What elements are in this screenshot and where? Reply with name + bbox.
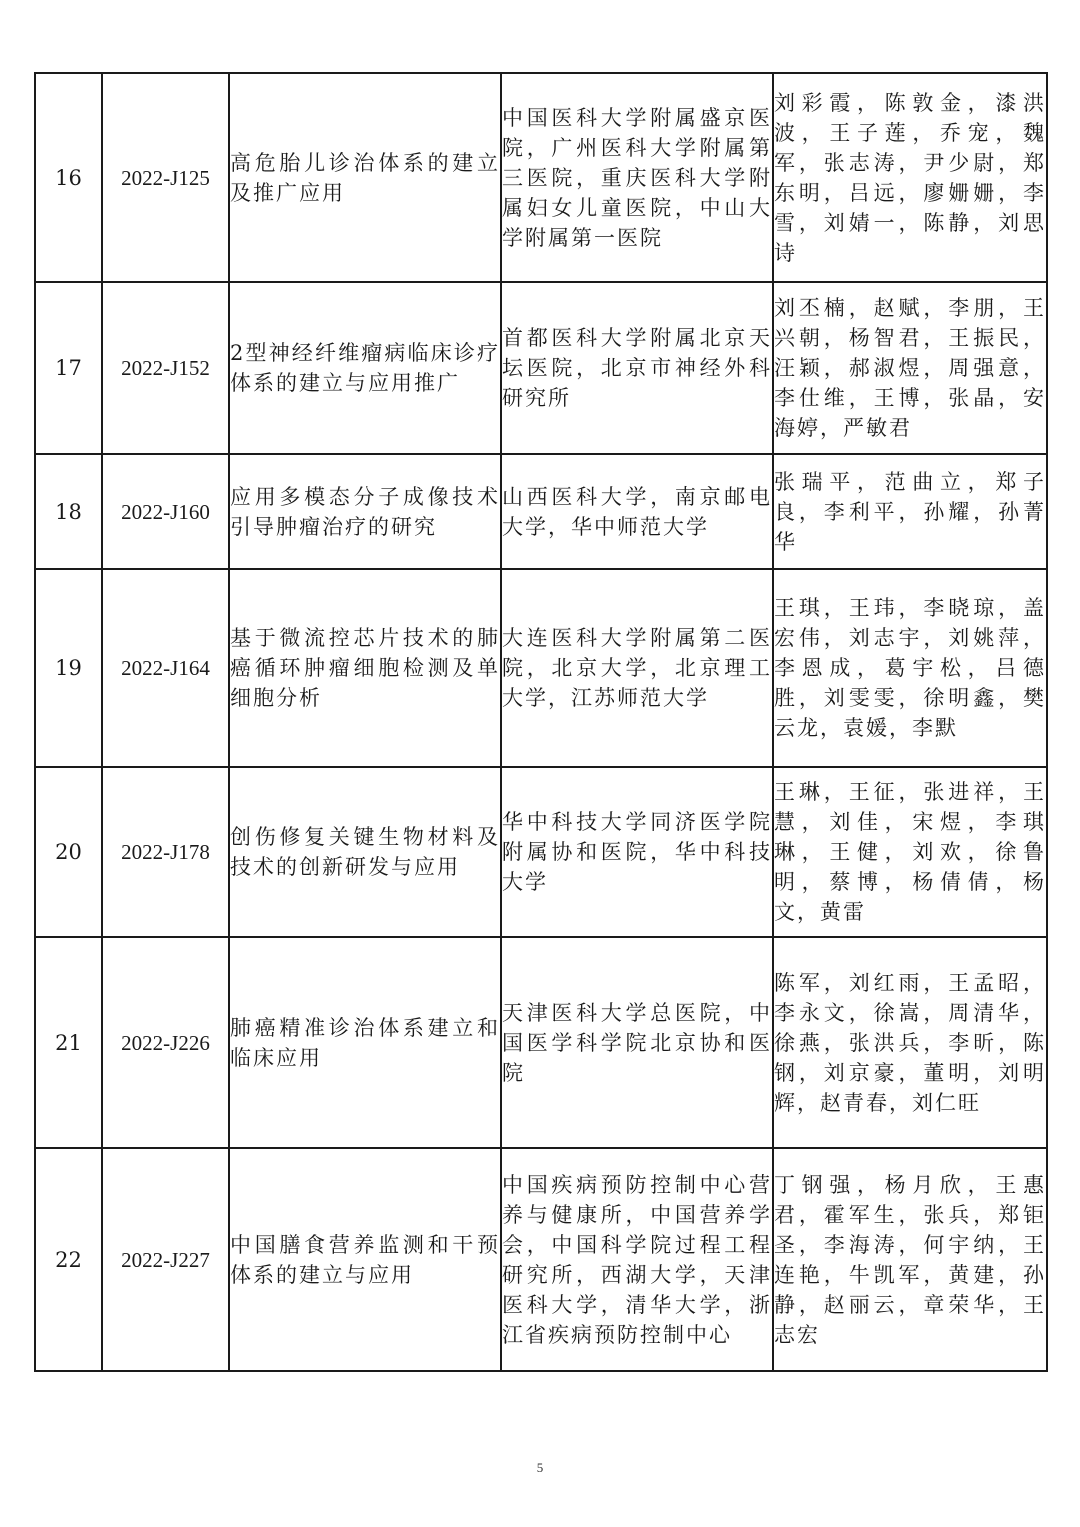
row-number: 19 xyxy=(35,569,102,767)
completers: 丁钢强，杨月欣，王惠君，霍军生，张兵，郑钜圣，李海涛，何宇纳，王连艳，牛凯军，黄建，孙静，赵丽云，章荣华，王志宏 xyxy=(773,1148,1047,1371)
project-title: 中国膳食营养监测和干预体系的建立与应用 xyxy=(229,1148,501,1371)
institutions: 大连医科大学附属第二医院，北京大学，北京理工大学，江苏师范大学 xyxy=(501,569,773,767)
project-id: 2022-J125 xyxy=(102,73,229,282)
project-id: 2022-J152 xyxy=(102,282,229,454)
institutions: 中国疾病预防控制中心营养与健康所，中国营养学会，中国科学院过程工程研究所，西湖大学，天津医科大学，清华大学，浙江省疾病预防控制中心 xyxy=(501,1148,773,1371)
project-id: 2022-J164 xyxy=(102,569,229,767)
completers: 陈军，刘红雨，王孟昭，李永文，徐嵩，周清华，徐燕，张洪兵，李昕，陈钢，刘京豪，董明，刘明辉，赵青春，刘仁旺 xyxy=(773,937,1047,1148)
table-row xyxy=(35,569,1047,767)
project-title: 肺癌精准诊治体系建立和临床应用 xyxy=(229,937,501,1148)
awards-table xyxy=(34,72,1048,1372)
institutions: 华中科技大学同济医学院附属协和医院，华中科技大学 xyxy=(501,767,773,937)
row-number: 22 xyxy=(35,1148,102,1371)
table-row xyxy=(35,1148,1047,1371)
project-title: 2型神经纤维瘤病临床诊疗体系的建立与应用推广 xyxy=(229,282,501,454)
completers: 王琳，王征，张进祥，王慧，刘佳，宋煜，李琪琳，王健，刘欢，徐鲁明，蔡博，杨倩倩，杨文，黄雷 xyxy=(773,767,1047,937)
project-id: 2022-J227 xyxy=(102,1148,229,1371)
project-title: 高危胎儿诊治体系的建立及推广应用 xyxy=(229,73,501,282)
table-row xyxy=(35,937,1047,1148)
institutions: 中国医科大学附属盛京医院，广州医科大学附属第三医院，重庆医科大学附属妇女儿童医院，中山大学附属第一医院 xyxy=(501,73,773,282)
table-row xyxy=(35,454,1047,569)
institutions: 山西医科大学，南京邮电大学，华中师范大学 xyxy=(501,454,773,569)
completers: 刘彩霞，陈敦金，漆洪波，王子莲，乔宠，魏军，张志涛，尹少尉，郑东明，吕远，廖姗姗，李雪，刘婧一，陈静，刘思诗 xyxy=(773,73,1047,282)
table-row xyxy=(35,767,1047,937)
row-number: 20 xyxy=(35,767,102,937)
row-number: 18 xyxy=(35,454,102,569)
project-title: 应用多模态分子成像技术引导肿瘤治疗的研究 xyxy=(229,454,501,569)
page-number: 5 xyxy=(536,1460,544,1475)
completers: 张瑞平，范曲立，郑子良，李利平，孙耀，孙菁华 xyxy=(773,454,1047,569)
table-row xyxy=(35,282,1047,454)
row-number: 17 xyxy=(35,282,102,454)
row-number: 21 xyxy=(35,937,102,1148)
completers: 王琪，王玮，李晓琼，盖宏伟，刘志宇，刘姚萍，李恩成，葛宇松，吕德胜，刘雯雯，徐明鑫，樊云龙，袁媛，李默 xyxy=(773,569,1047,767)
project-id: 2022-J226 xyxy=(102,937,229,1148)
institutions: 首都医科大学附属北京天坛医院，北京市神经外科研究所 xyxy=(501,282,773,454)
project-title: 基于微流控芯片技术的肺癌循环肿瘤细胞检测及单细胞分析 xyxy=(229,569,501,767)
project-title: 创伤修复关键生物材料及技术的创新研发与应用 xyxy=(229,767,501,937)
institutions: 天津医科大学总医院，中国医学科学院北京协和医院 xyxy=(501,937,773,1148)
table-row xyxy=(35,73,1047,282)
project-id: 2022-J160 xyxy=(102,454,229,569)
row-number: 16 xyxy=(35,73,102,282)
completers: 刘丕楠，赵赋，李朋，王兴朝，杨智君，王振民，汪颖，郝淑煜，周强意，李仕维，王博，张晶，安海婷，严敏君 xyxy=(773,282,1047,454)
project-id: 2022-J178 xyxy=(102,767,229,937)
